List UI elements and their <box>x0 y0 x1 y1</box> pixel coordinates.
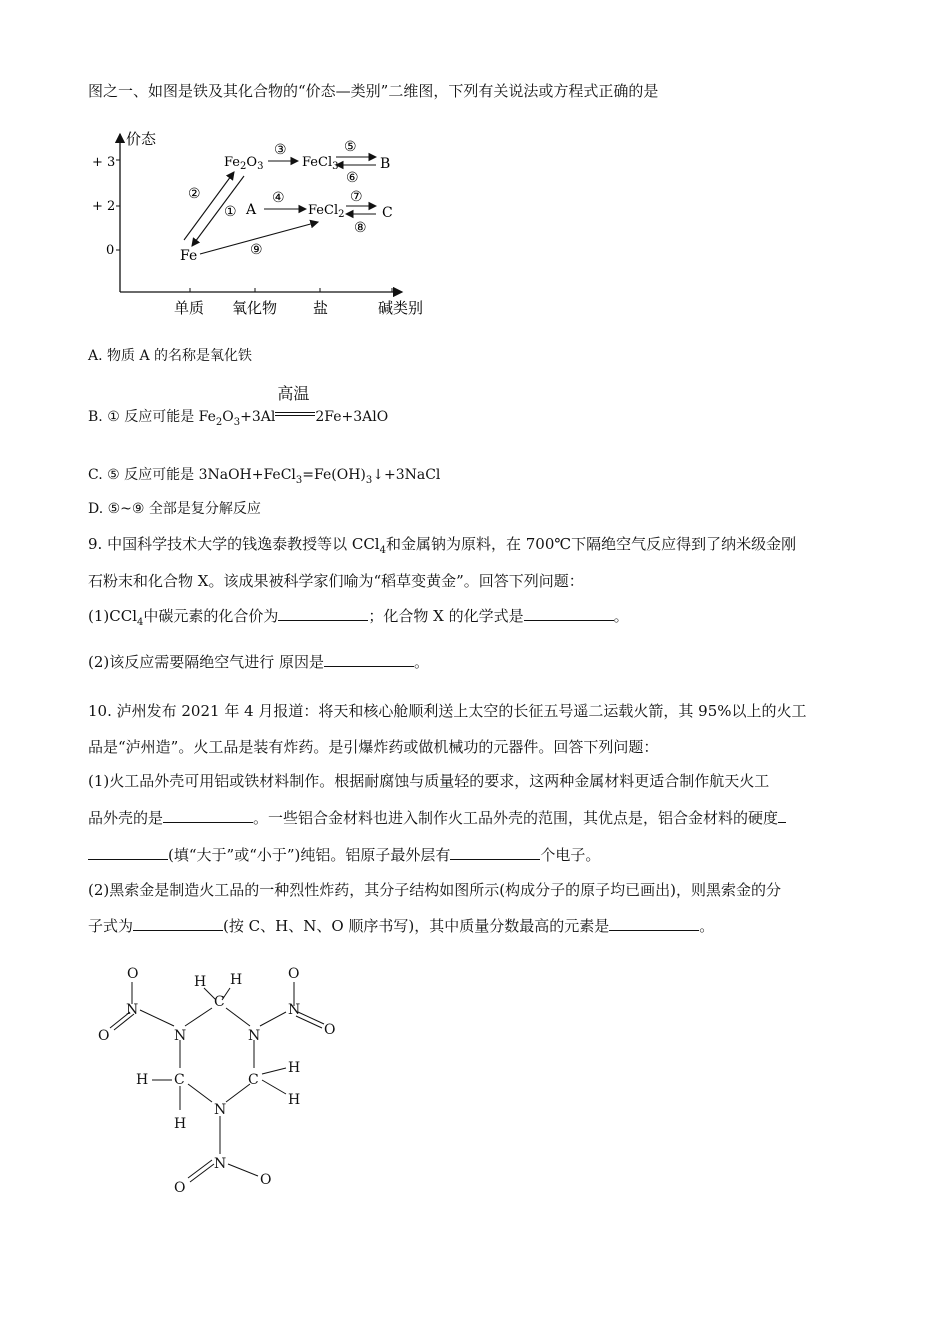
species-a: A <box>246 202 257 218</box>
atom-h-right-2: H <box>288 1092 301 1108</box>
q10-line5: (填“大于”或“小于”)纯铝。铝原子最外层有 个电子。 <box>88 845 600 865</box>
step-label-2: ② <box>188 186 201 202</box>
species-fecl3: FeCl$_3$ <box>302 155 339 172</box>
step-label-9: ⑨ <box>250 242 263 258</box>
atom-o-bottom-right: O <box>260 1172 272 1188</box>
atom-h-right-1: H <box>288 1060 301 1076</box>
intro-text: 图之一、如图是铁及其化合物的“价态—类别”二维图，下列有关说法或方程式正确的是 <box>88 82 659 100</box>
atom-o-right-top: O <box>288 966 300 982</box>
rdx-structure-diagram <box>90 960 350 1200</box>
step-label-5: ⑤ <box>344 139 357 155</box>
atom-n-nitro-left: N <box>126 1002 139 1018</box>
x-tick-salt: 盐 <box>313 299 329 317</box>
reaction-condition: 高温 <box>275 410 315 424</box>
step-label-8: ⑧ <box>354 220 367 236</box>
atom-n-nitro-bottom: N <box>214 1156 227 1172</box>
species-fe2o3: $Fe_2O_3$ <box>224 155 264 172</box>
q10-line6: (2)黑索金是制造火工品的一种烈性炸药，其分子结构如图所示(构成分子的原子均已画出)，则黑索金的分 <box>88 881 781 899</box>
step-label-3: ③ <box>274 142 287 158</box>
answer-blank-valence[interactable] <box>278 606 368 621</box>
atom-h-top-left: H <box>194 974 207 990</box>
y-tick-plus2: + 2 <box>92 199 116 214</box>
q9-part1: (1)CCl$_4$中碳元素的化合价为 ；化合物 X 的化学式是 。 <box>88 607 629 628</box>
species-fe: Fe <box>180 248 198 264</box>
answer-blank-electrons[interactable] <box>450 845 540 860</box>
atom-o-right-bottom: O <box>324 1022 336 1038</box>
atom-o-left-bottom: O <box>98 1028 110 1044</box>
atom-c-top: C <box>214 994 225 1010</box>
atom-n-right: N <box>248 1028 261 1044</box>
q9-part2: (2)该反应需要隔绝空气进行 原因是 。 <box>88 653 430 671</box>
y-tick-zero: 0 <box>106 243 115 258</box>
atom-n-bottom: N <box>214 1102 227 1118</box>
answer-blank-formula-x[interactable] <box>524 606 614 621</box>
atom-o-bottom-left: O <box>174 1180 186 1196</box>
answer-blank-element[interactable] <box>609 916 699 931</box>
option-c: C. ⑤ 反应可能是 $3NaOH+FeCl_3=Fe(OH)_3↓+3NaCl$ <box>88 467 441 486</box>
x-tick-base-category: 碱类别 <box>378 299 424 317</box>
option-a: A. 物质 A 的名称是氧化铁 <box>88 348 253 364</box>
atom-c-left: C <box>174 1072 185 1088</box>
q10-line1: 10. 泸州发布 2021 年 4 月报道：将天和核心舱顺利送上太空的长征五号遥二运载火箭，其 95%以上的火工 <box>88 702 807 720</box>
step-label-1: ① <box>224 204 237 220</box>
q10-line4: 品外壳的是 。一些铝合金材料也进入制作火工品外壳的范围，其优点是，铝合金材料的硬度 <box>88 808 786 828</box>
step-label-7: ⑦ <box>350 189 363 205</box>
species-fecl2: FeCl$_2$ <box>308 203 345 220</box>
q9-line2: 石粉末和化合物 X。该成果被科学家们喻为“稻草变黄金”。回答下列问题： <box>88 572 584 590</box>
q10-line7: 子式为 (按 C、H、N、O 顺序书写)，其中质量分数最高的元素是 。 <box>88 917 715 935</box>
step-label-4: ④ <box>272 190 285 206</box>
q10-line2: 品是“泸州造”。火工品是装有炸药。是引爆炸药或做机械功的元器件。回答下列问题： <box>88 738 659 756</box>
species-c: C <box>382 205 393 221</box>
atom-c-right: C <box>248 1072 259 1088</box>
answer-blank-molecular-formula[interactable] <box>133 916 223 931</box>
step-label-6: ⑥ <box>346 170 359 186</box>
answer-blank-hardness-b[interactable] <box>88 845 168 860</box>
species-b: B <box>380 156 391 172</box>
atom-o-left-top: O <box>127 966 139 982</box>
answer-blank-metal[interactable] <box>163 808 253 823</box>
option-b: B. ① 反应可能是 $Fe_2O_3+3Al$ 高温 2Fe+3AlO <box>88 384 389 428</box>
q9-line1: 9. 中国科学技术大学的钱逸泰教授等以 CCl$_4$和金属钠为原料，在 700℃下隔绝空气反应得到了纳米级金刚 <box>88 535 797 556</box>
atom-n-left: N <box>174 1028 187 1044</box>
y-axis-label: 价态 <box>126 130 157 148</box>
atom-h-left-1: H <box>136 1072 149 1088</box>
y-tick-plus3: + 3 <box>92 155 116 170</box>
x-tick-element: 单质 <box>174 299 205 317</box>
answer-blank-reason[interactable] <box>324 652 414 667</box>
atom-h-top-right: H <box>230 972 243 988</box>
q10-line3: (1)火工品外壳可用铝或铁材料制作。根据耐腐蚀与质量轻的要求，这两种金属材料更适合制作航天火工 <box>88 772 770 790</box>
atom-h-left-2: H <box>174 1116 187 1132</box>
iron-valence-diagram <box>80 126 440 326</box>
answer-blank-hardness-a[interactable] <box>778 808 786 823</box>
atom-n-nitro-right: N <box>288 1002 301 1018</box>
x-tick-oxide: 氧化物 <box>232 299 278 317</box>
option-d: D. ⑤~⑨ 全部是复分解反应 <box>88 501 261 517</box>
